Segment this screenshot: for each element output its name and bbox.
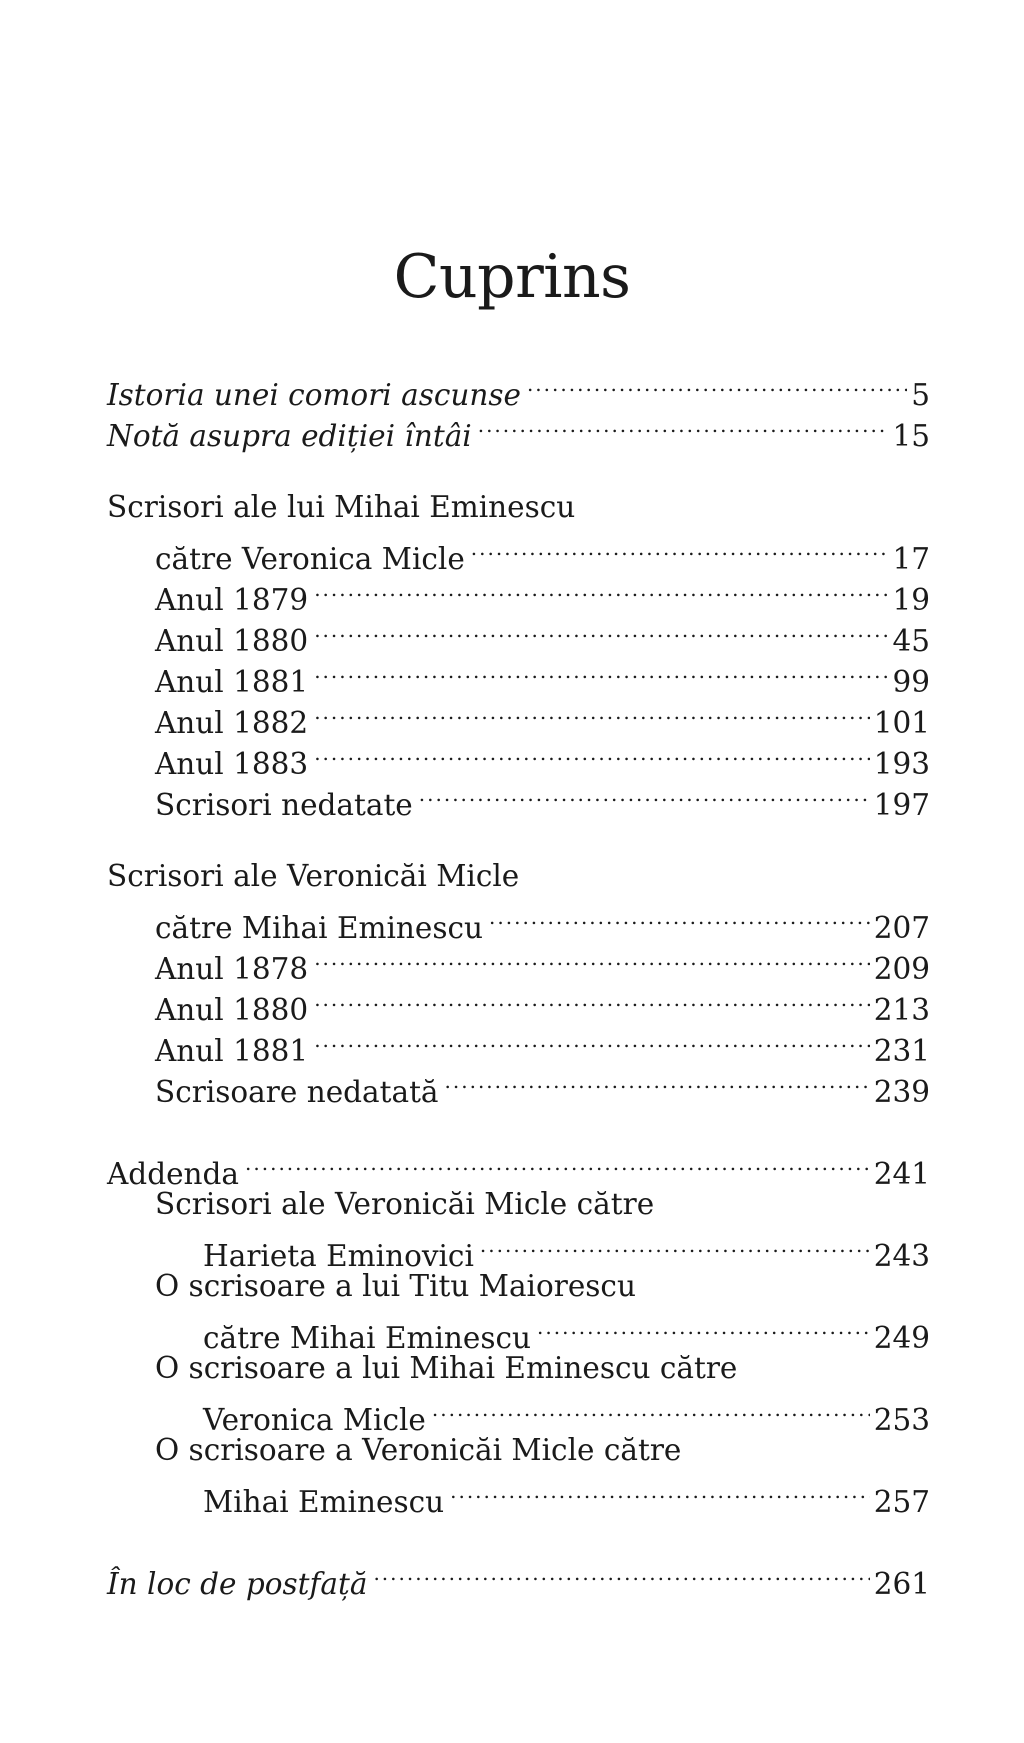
toc-entry	[107, 1471, 930, 1519]
toc-entry-title: Anul 1881	[155, 665, 309, 699]
toc-entry-title: Notă asupra ediției întâi	[107, 419, 472, 453]
dot-leader	[314, 651, 888, 692]
toc-page-number: 17	[892, 542, 930, 576]
dot-leader	[478, 405, 889, 446]
toc-page-number: 207	[873, 911, 930, 945]
toc-entry	[107, 1225, 930, 1273]
toc-page-number: 239	[873, 1075, 930, 1109]
toc-page-number: 197	[873, 788, 930, 822]
toc-entry	[107, 897, 930, 945]
toc-entry	[107, 1184, 930, 1225]
toc-entry	[107, 1266, 930, 1307]
toc-entry-title: O scrisoare a Veronicăi Micle către	[155, 1433, 682, 1467]
toc-entry	[107, 1143, 930, 1191]
toc-entry	[107, 364, 930, 412]
dot-leader	[314, 1020, 869, 1061]
toc-page-number: 193	[873, 747, 930, 781]
toc-page-number: 209	[873, 952, 930, 986]
toc-page-number: 257	[873, 1485, 930, 1519]
toc-entry-title: Scrisori ale Veronicăi Micle către	[155, 1187, 655, 1221]
toc-page-number: 213	[873, 993, 930, 1027]
dot-leader	[527, 364, 907, 405]
toc-page-number: 45	[892, 624, 930, 658]
toc-entry	[107, 1553, 930, 1601]
page-title: Cuprins	[393, 242, 631, 312]
toc-section-heading	[107, 487, 930, 528]
toc-page-number: 243	[873, 1239, 930, 1273]
toc-heading-text: Scrisori ale Veronicăi Micle	[107, 859, 520, 893]
dot-leader	[245, 1143, 870, 1184]
toc-entry	[107, 1389, 930, 1437]
toc-entry-title: Scrisoare nedatată	[155, 1075, 439, 1109]
toc-entry-title: către Mihai Eminescu	[203, 1321, 532, 1355]
dot-leader	[314, 938, 869, 979]
dot-leader	[373, 1553, 869, 1594]
table-of-contents	[107, 364, 930, 1601]
toc-page-number: 19	[892, 583, 930, 617]
toc-page-number: 5	[911, 378, 930, 412]
toc-entry-title: Scrisori nedatate	[155, 788, 413, 822]
toc-entry-title: Anul 1879	[155, 583, 309, 617]
toc-entry-title: Anul 1880	[155, 624, 309, 658]
toc-entry-title: către Veronica Micle	[155, 542, 465, 576]
toc-entry-title: În loc de postfață	[107, 1567, 368, 1601]
toc-entry-title: Anul 1882	[155, 706, 309, 740]
toc-entry-title: Anul 1878	[155, 952, 309, 986]
toc-entry-title: Addenda	[107, 1157, 240, 1191]
toc-entry-title: Anul 1883	[155, 747, 309, 781]
dot-leader	[314, 979, 869, 1020]
toc-page-number: 99	[892, 665, 930, 699]
dot-leader	[537, 1307, 870, 1348]
toc-entry-title: Veronica Micle	[203, 1403, 426, 1437]
dot-leader	[450, 1471, 870, 1512]
dot-leader	[432, 1389, 870, 1430]
dot-leader	[471, 528, 889, 569]
toc-page-number: 249	[873, 1321, 930, 1355]
toc-heading-text: Scrisori ale lui Mihai Eminescu	[107, 490, 576, 524]
toc-page-number: 15	[892, 419, 930, 453]
dot-leader	[314, 692, 869, 733]
toc-entry	[107, 528, 930, 576]
toc-entry-title: O scrisoare a lui Mihai Eminescu către	[155, 1351, 738, 1385]
toc-entry	[107, 1348, 930, 1389]
dot-leader	[480, 1225, 870, 1266]
dot-leader	[419, 774, 870, 815]
toc-section-heading	[107, 856, 930, 897]
toc-entry	[107, 1430, 930, 1471]
dot-leader	[314, 569, 888, 610]
toc-entry-title: O scrisoare a lui Titu Maiorescu	[155, 1269, 636, 1303]
toc-page-number: 101	[873, 706, 930, 740]
dot-leader	[445, 1061, 870, 1102]
dot-leader	[314, 610, 888, 651]
toc-page-number: 261	[873, 1567, 930, 1601]
toc-entry-title: Anul 1880	[155, 993, 309, 1027]
toc-entry-title: către Mihai Eminescu	[155, 911, 484, 945]
dot-leader	[489, 897, 870, 938]
toc-entry-title: Mihai Eminescu	[203, 1485, 445, 1519]
toc-page-number: 253	[873, 1403, 930, 1437]
toc-page-number: 231	[873, 1034, 930, 1068]
toc-page-number: 241	[873, 1157, 930, 1191]
toc-entry	[107, 1307, 930, 1355]
toc-entry-title: Harieta Eminovici	[203, 1239, 474, 1273]
dot-leader	[314, 733, 869, 774]
toc-entry-title: Istoria unei comori ascunse	[107, 378, 521, 412]
toc-entry-title: Anul 1881	[155, 1034, 309, 1068]
